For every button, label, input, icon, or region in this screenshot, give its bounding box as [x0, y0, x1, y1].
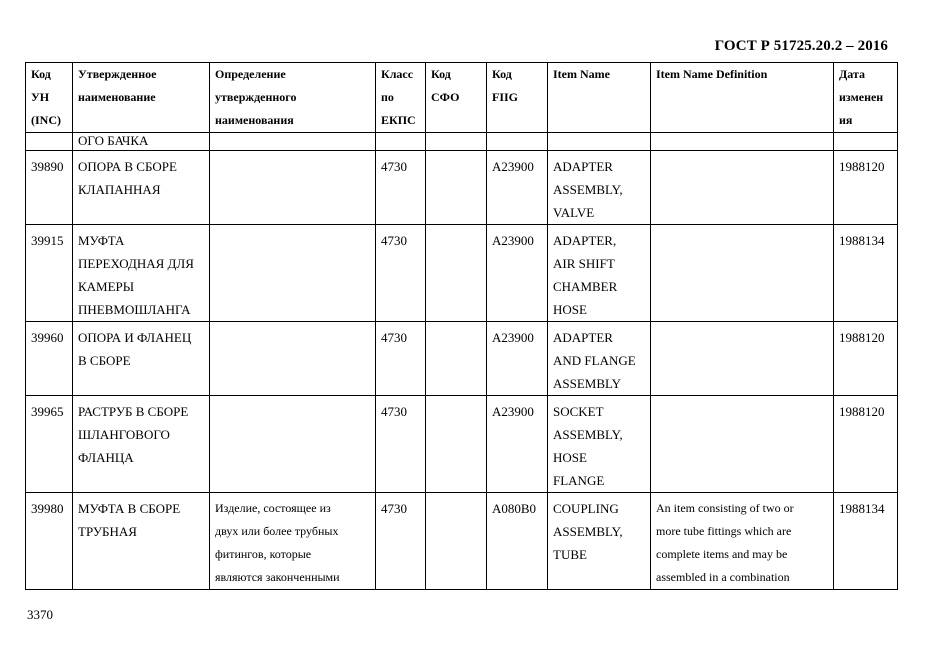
- cell-item-definition: [651, 151, 834, 225]
- table-cell: [376, 133, 426, 151]
- cell-class: 4730: [376, 225, 426, 322]
- table-cell: [834, 133, 898, 151]
- cell-item-name: ADAPTER ASSEMBLY, VALVE: [548, 151, 651, 225]
- cell-name: МУФТА ПЕРЕХОДНАЯ ДЛЯ КАМЕРЫ ПНЕВМОШЛАНГА: [73, 225, 210, 322]
- table-row: [26, 396, 898, 493]
- cell-code: 39960: [26, 322, 73, 396]
- header-item-name-definition: Item Name Definition: [651, 63, 834, 133]
- cell-sfo: [426, 493, 487, 590]
- continuation-row: [26, 133, 898, 151]
- cell-name: ОПОРА И ФЛАНЕЦ В СБОРЕ: [73, 322, 210, 396]
- cell-class: 4730: [376, 322, 426, 396]
- cell-date: 1988120: [834, 396, 898, 493]
- cell-fiig: A080B0: [487, 493, 548, 590]
- table-row: [26, 322, 898, 396]
- cell-sfo: [426, 225, 487, 322]
- cell-item-name: SOCKET ASSEMBLY, HOSE FLANGE: [548, 396, 651, 493]
- cell-sfo: [426, 322, 487, 396]
- cell-date: 1988120: [834, 322, 898, 396]
- cell-item-definition: [651, 225, 834, 322]
- table-row: [26, 225, 898, 322]
- document-standard-header: ГОСТ Р 51725.20.2 – 2016: [714, 38, 888, 54]
- cell-date: 1988120: [834, 151, 898, 225]
- cell-fiig: A23900: [487, 396, 548, 493]
- items-table: [25, 62, 898, 590]
- cell-item-name: ADAPTER AND FLANGE ASSEMBLY: [548, 322, 651, 396]
- header-approved-name-definition: Определение утвержденного наименования: [210, 63, 376, 133]
- cell-sfo: [426, 396, 487, 493]
- header-code-sfo: Код СФО: [426, 63, 487, 133]
- header-class-ekps: Класс по ЕКПС: [376, 63, 426, 133]
- cell-name: МУФТА В СБОРЕ ТРУБНАЯ: [73, 493, 210, 590]
- header-item-name: Item Name: [548, 63, 651, 133]
- cell-class: 4730: [376, 151, 426, 225]
- cell-class: 4730: [376, 493, 426, 590]
- page-number: 3370: [27, 607, 53, 622]
- header-change-date: Дата изменен ия: [834, 63, 898, 133]
- cell-class: 4730: [376, 396, 426, 493]
- header-code-fiig: Код FIIG: [487, 63, 548, 133]
- table-cell: [487, 133, 548, 151]
- cell-item-name: COUPLING ASSEMBLY, TUBE: [548, 493, 651, 590]
- cell-item-definition: [651, 396, 834, 493]
- cell-sfo: [426, 151, 487, 225]
- table-row: [26, 151, 898, 225]
- cell-item-definition: [651, 322, 834, 396]
- cell-fiig: A23900: [487, 151, 548, 225]
- cell-date: 1988134: [834, 225, 898, 322]
- header-approved-name: Утвержденное наименование: [73, 63, 210, 133]
- table-cell: [210, 133, 376, 151]
- table-cell: [651, 133, 834, 151]
- cell-date: 1988134: [834, 493, 898, 590]
- cell-definition: Изделие, состоящее из двух или более трубных фитингов, которые являются законченными: [210, 493, 376, 590]
- cell-fiig: A23900: [487, 322, 548, 396]
- cell-definition: [210, 151, 376, 225]
- table-cell: [548, 133, 651, 151]
- cell-name: РАСТРУБ В СБОРЕ ШЛАНГОВОГО ФЛАНЦА: [73, 396, 210, 493]
- table-cell: [26, 133, 73, 151]
- cell-item-name: ADAPTER, AIR SHIFT CHAMBER HOSE: [548, 225, 651, 322]
- table-row: [26, 493, 898, 590]
- cell-code: 39965: [26, 396, 73, 493]
- cell-code: 39915: [26, 225, 73, 322]
- table-cell: ОГО БАЧКА: [73, 133, 210, 151]
- cell-code: 39890: [26, 151, 73, 225]
- cell-name: ОПОРА В СБОРЕ КЛАПАННАЯ: [73, 151, 210, 225]
- cell-code: 39980: [26, 493, 73, 590]
- cell-definition: [210, 396, 376, 493]
- table-header-row: [26, 63, 898, 133]
- cell-definition: [210, 225, 376, 322]
- cell-item-definition: An item consisting of two or more tube fittings which are complete items and may be assembled in a combination: [651, 493, 834, 590]
- header-code-inc: Код УН (INC): [26, 63, 73, 133]
- cell-definition: [210, 322, 376, 396]
- cell-fiig: A23900: [487, 225, 548, 322]
- table-cell: [426, 133, 487, 151]
